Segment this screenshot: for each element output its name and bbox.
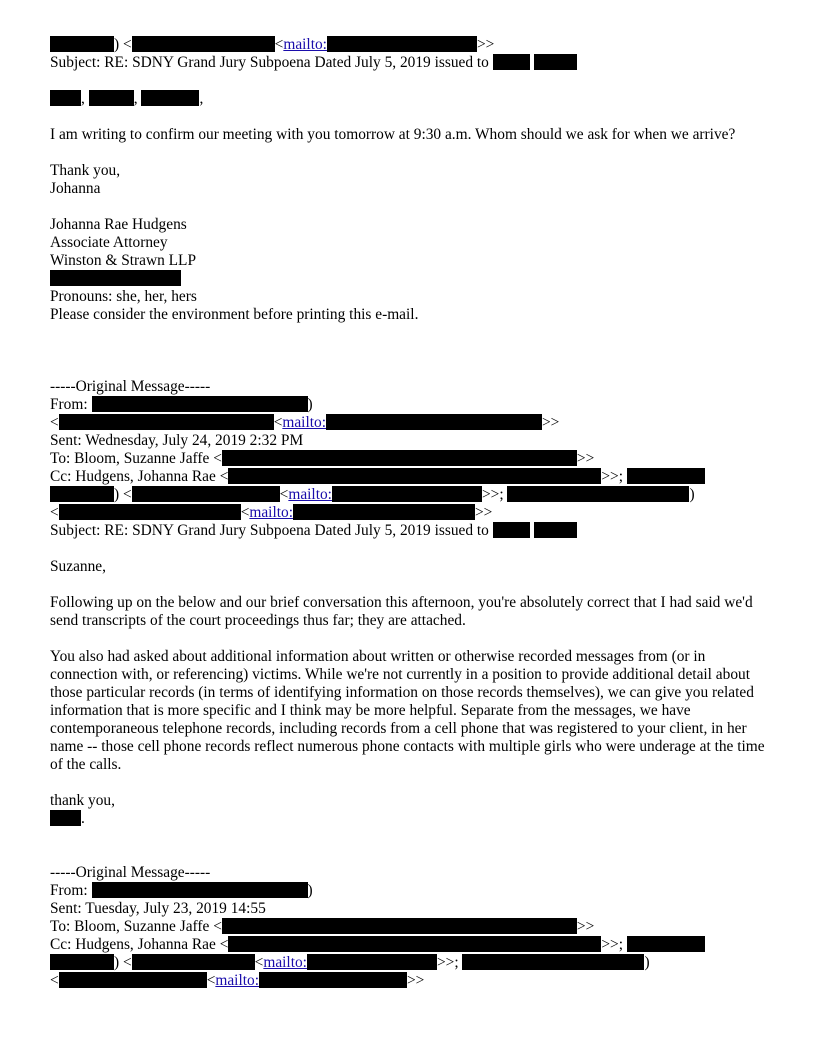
redaction-block <box>326 414 542 430</box>
redaction-block <box>493 522 530 538</box>
msg1-cc-cont2-line: < <mailto: >> <box>50 504 493 521</box>
msg1-paragraph-2: You also had asked about additional information about written or otherwise recorded messages from (or in connection with, or referencing) victims. While we're not currently in a position to provide additional detail about those particular records (in terms of identifying information on those records themselves), we can give you related information that is more specific and I think may be more helpful. Separate from the messages, we have contemporaneous telephone records, including records from a cell phone that was registered to your client, in her name -- those cell phone records reflect numerous phone contacts with multiple girls who were underage at the time of the calls. <box>50 648 765 773</box>
msg1-from-line: From: ) <box>50 396 313 413</box>
redaction-block <box>228 468 601 484</box>
signature-name: Johanna Rae Hudgens <box>50 216 187 233</box>
redaction-block <box>141 90 199 106</box>
mailto-link[interactable]: mailto: <box>249 504 293 521</box>
redaction-block <box>462 954 644 970</box>
redaction-block <box>228 936 601 952</box>
msg1-paragraph-1: Following up on the below and our brief conversation this afternoon, you're absolutely correct that I had said we'd send transcripts of the court proceedings thus far; they are attached. <box>50 594 753 629</box>
msg2-from-line: From: ) <box>50 882 313 899</box>
reply-body: I am writing to confirm our meeting with you tomorrow at 9:30 a.m. Whom should we ask for when we arrive? <box>50 126 736 143</box>
msg2-to-line: To: Bloom, Suzanne Jaffe < >> <box>50 918 595 935</box>
redaction-block <box>332 486 482 502</box>
redaction-block <box>59 504 241 520</box>
mailto-link[interactable]: mailto: <box>283 36 327 53</box>
redaction-block <box>222 918 577 934</box>
header-from-line: ) < <mailto: >> <box>50 36 766 54</box>
redaction-block <box>59 972 207 988</box>
redaction-block <box>627 936 705 952</box>
signature-title: Associate Attorney <box>50 234 168 251</box>
redaction-block <box>293 504 475 520</box>
redaction-block <box>92 882 308 898</box>
msg1-signoff-line: . <box>50 810 766 828</box>
msg1-subject-line: Subject: RE: SDNY Grand Jury Subpoena Dated July 5, 2019 issued to <box>50 522 766 540</box>
original-message-divider: -----Original Message----- <box>50 378 211 395</box>
redaction-block <box>92 396 308 412</box>
mailto-link[interactable]: mailto: <box>263 954 307 971</box>
redaction-block <box>50 270 181 286</box>
signature-env-note: Please consider the environment before printing this e-mail. <box>50 306 419 323</box>
mailto-link[interactable]: mailto: <box>288 486 332 503</box>
signature-redacted-line <box>50 270 766 288</box>
msg1-greeting: Suzanne, <box>50 558 106 575</box>
msg1-cc-line: Cc: Hudgens, Johanna Rae < >>; <box>50 468 766 486</box>
redaction-block <box>534 54 577 70</box>
msg2-sent-line: Sent: Tuesday, July 23, 2019 14:55 <box>50 900 266 917</box>
redaction-block <box>327 36 477 52</box>
msg1-cc-cont-line: ) < <mailto: >>; ) <box>50 486 766 504</box>
redaction-block <box>132 954 255 970</box>
msg2-cc-cont-line: ) < <mailto: >>; ) <box>50 954 766 972</box>
redaction-block <box>50 36 114 52</box>
redaction-block <box>222 450 577 466</box>
reply-thanks: Thank you, <box>50 162 121 179</box>
redaction-block <box>132 36 275 52</box>
msg1-from-email-line: < <mailto: >> <box>50 414 560 431</box>
redaction-block <box>493 54 530 70</box>
redaction-block <box>259 972 407 988</box>
header-subject-line: Subject: RE: SDNY Grand Jury Subpoena Dated July 5, 2019 issued to <box>50 54 766 72</box>
msg2-cc-line: Cc: Hudgens, Johanna Rae < >>; <box>50 936 766 954</box>
mailto-link[interactable]: mailto: <box>215 972 259 989</box>
redaction-block <box>50 486 114 502</box>
signature-firm: Winston & Strawn LLP <box>50 252 197 269</box>
msg1-sent-line: Sent: Wednesday, July 24, 2019 2:32 PM <box>50 432 304 449</box>
email-document <box>50 36 766 990</box>
redaction-block <box>50 954 114 970</box>
reply-signoff: Johanna <box>50 180 101 197</box>
redaction-block <box>50 90 81 106</box>
redaction-block <box>50 810 81 826</box>
msg1-to-line: To: Bloom, Suzanne Jaffe < >> <box>50 450 595 467</box>
signature-pronouns: Pronouns: she, her, hers <box>50 288 197 305</box>
redaction-block <box>627 468 705 484</box>
redaction-block <box>534 522 577 538</box>
original-message-divider-2: -----Original Message----- <box>50 864 211 881</box>
msg2-cc-cont2-line: < <mailto: >> <box>50 972 425 989</box>
msg1-thanks: thank you, <box>50 792 115 809</box>
redaction-block <box>59 414 274 430</box>
salutation-line: , , , <box>50 90 766 108</box>
redaction-block <box>132 486 280 502</box>
mailto-link[interactable]: mailto: <box>282 414 326 431</box>
redaction-block <box>89 90 134 106</box>
redaction-block <box>507 486 689 502</box>
redaction-block <box>307 954 437 970</box>
